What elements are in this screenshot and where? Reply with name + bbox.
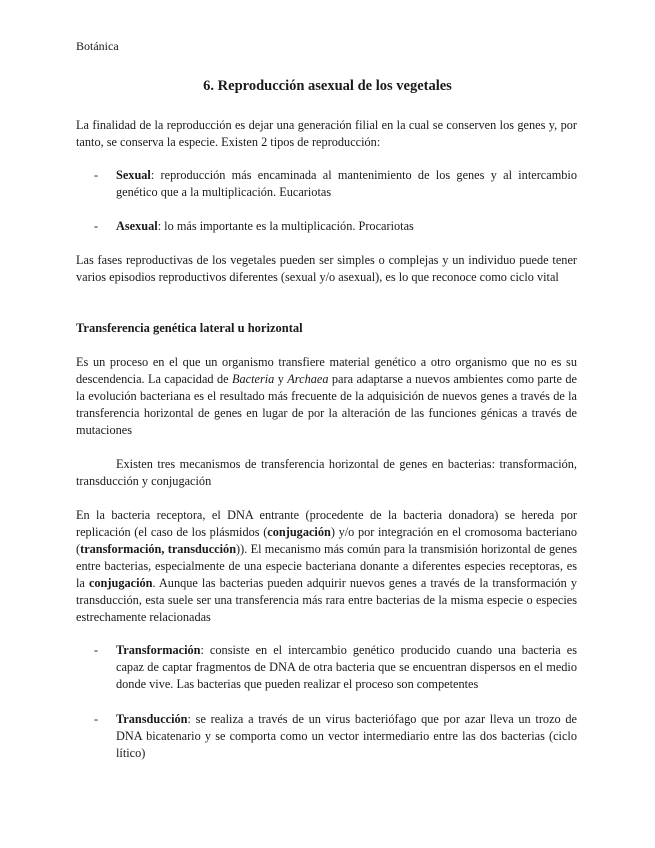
- transfer-text-y: y: [274, 372, 288, 386]
- receptor-text-d: . Aunque las bacterias pueden adquirir nuevos genes a través de la transformación y transducción, esta suele ser una transferencia más rara entre bacterias de la misma especie o especies estrechamente relacionadas: [76, 576, 577, 624]
- receptor-text-c: )). El mecanismo más común para la transmisión horizontal de genes entre bacterias, especialmente de una especie bacteriana donante a diferentes especies receptoras, es la: [76, 542, 577, 590]
- phases-paragraph: Las fases reproductivas de los vegetales pueden ser simples o complejas y un individuo puede tener varios episodios reproductivos diferentes (sexual y/o asexual), es lo que reconoce como ciclo vital: [76, 253, 577, 284]
- term-bacteria: Bacteria: [231, 372, 275, 386]
- term-transduccion: Transducción: [116, 712, 188, 726]
- term-transformacion-transduccion: transformación, transducción: [80, 542, 237, 556]
- mechanisms-paragraph: Existen tres mecanismos de transferencia horizontal de genes en bacterias: transformación, transducción y conjugación: [76, 457, 577, 488]
- term-sexual: Sexual: [116, 168, 151, 182]
- receptor-text-b: ) y/o por integración en el cromosoma bacteriano (: [76, 525, 577, 556]
- bullet-dash: -: [94, 643, 99, 657]
- bullet-dash: -: [94, 219, 99, 233]
- section-heading: Transferencia genética lateral u horizontal: [76, 321, 303, 335]
- page-title: 6. Reproducción asexual de los vegetales: [203, 78, 452, 94]
- transfer-text-a: Es un proceso en el que un organismo transfiere material genético a otro organismo que no es su descendencia. La capacidad de: [76, 355, 577, 386]
- term-archaea: Archaea: [287, 372, 329, 386]
- list-item-sexual: [76, 167, 577, 201]
- receptor-text-a: En la bacteria receptora, el DNA entrante (procedente de la bacteria donadora) se hereda por replicación (el caso de los plásmidos (: [76, 508, 577, 539]
- desc-asexual: : lo más importante es la multiplicación. Procariotas: [157, 219, 414, 233]
- bullet-dash: -: [94, 712, 99, 726]
- term-transformacion: Transformación: [116, 643, 201, 657]
- term-conjugacion-1: conjugación: [267, 525, 331, 539]
- transfer-text-b: para adaptarse a nuevos ambientes como parte de la evolución bacteriana es el resultado más frecuente de la adquisición de nuevos genes a través de la transferencia horizontal de genes en lugar de por la alteración de las funciones génicas a través de mutaciones: [76, 372, 577, 437]
- transfer-paragraph: [76, 354, 577, 439]
- bullet-dash: -: [94, 168, 99, 182]
- receptor-paragraph: [76, 507, 577, 626]
- term-asexual: Asexual: [116, 219, 158, 233]
- list-item-transformacion: [76, 642, 577, 693]
- term-conjugacion-2: conjugación: [88, 576, 153, 590]
- intro-paragraph: La finalidad de la reproducción es dejar una generación filial en la cual se conserven los genes y, por tanto, se conserva la especie. Existen 2 tipos de reproducción:: [76, 118, 577, 149]
- desc-transformacion: : consiste en el intercambio genético producido cuando una bacteria es capaz de captar fragmentos de DNA de otra bacteria que se encuentran dispersos en el medio donde vive. Las bacterias que pueden realizar el proceso son competentes: [116, 643, 577, 691]
- page-header: Botánica: [76, 39, 119, 53]
- list-item-asexual: [76, 218, 577, 235]
- desc-transduccion: : se realiza a través de un virus bacteriófago que por azar lleva un trozo de DNA bicatenario y se comporta como un vector intermediario entre las dos bacterias (ciclo lítico): [116, 712, 577, 760]
- list-item-transduccion: [76, 711, 577, 762]
- desc-sexual: : reproducción más encaminada al mantenimiento de los genes y al intercambio genético que a la multiplicación. Eucariotas: [116, 168, 577, 199]
